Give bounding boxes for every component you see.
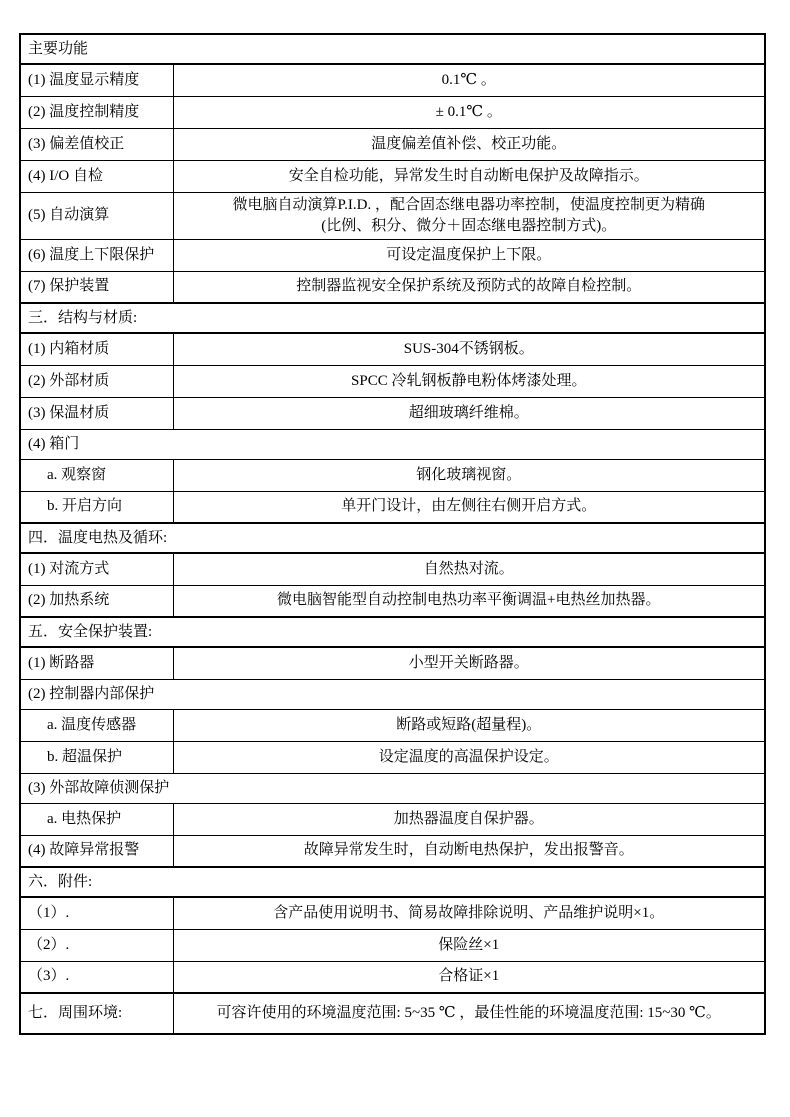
row-value: 自然热对流。 [173, 553, 765, 585]
row-value: 钢化玻璃视窗。 [173, 459, 765, 491]
table-row [20, 491, 765, 523]
subheader-cell: (2) 控制器内部保护 [20, 679, 765, 709]
row-label: (2) 温度控制精度 [20, 96, 173, 128]
table-row [20, 897, 765, 929]
row-value: 安全自检功能，异常发生时自动断电保护及故障指示。 [173, 160, 765, 192]
table-row [20, 192, 765, 239]
table-row [20, 365, 765, 397]
table-row [20, 553, 765, 585]
subheader-cell: (4) 箱门 [20, 429, 765, 459]
row-value: 微电脑智能型自动控制电热功率平衡调温+电热丝加热器。 [173, 585, 765, 617]
row-value: SPCC 冷轧钢板静电粉体烤漆处理。 [173, 365, 765, 397]
row-label: (2) 加热系统 [20, 585, 173, 617]
row-label: (1) 断路器 [20, 647, 173, 679]
row-value: 可容许使用的环境温度范围: 5~35 ℃ ，最佳性能的环境温度范围: 15~30 ℃。 [173, 993, 765, 1034]
row-value: 故障异常发生时，自动断电热保护，发出报警音。 [173, 835, 765, 867]
table-row [20, 333, 765, 365]
row-label: （2）. [20, 929, 173, 961]
row-label: (7) 保护装置 [20, 271, 173, 303]
table-row [20, 271, 765, 303]
row-value: 温度偏差值补偿、校正功能。 [173, 128, 765, 160]
table-row [20, 679, 765, 709]
table-row [20, 459, 765, 491]
table-row [20, 239, 765, 271]
row-value: 单开门设计，由左侧往右侧开启方式。 [173, 491, 765, 523]
table-row [20, 867, 765, 897]
table-row [20, 835, 765, 867]
row-label: (1) 对流方式 [20, 553, 173, 585]
row-value: 含产品使用说明书、简易故障排除说明、产品维护说明×1。 [173, 897, 765, 929]
section-header-cell: 五．安全保护装置: [20, 617, 765, 647]
table-row [20, 96, 765, 128]
row-value: 小型开关断路器。 [173, 647, 765, 679]
table-row [20, 128, 765, 160]
table-row [20, 585, 765, 617]
row-value: 保险丝×1 [173, 929, 765, 961]
row-label: a. 电热保护 [20, 803, 173, 835]
section-header-cell: 四．温度电热及循环: [20, 523, 765, 553]
row-label: (3) 保温材质 [20, 397, 173, 429]
table-row [20, 993, 765, 1034]
row-value: 0.1℃ 。 [173, 64, 765, 96]
row-value-line: 微电脑自动演算P.I.D. ，配合固态继电器功率控制，使温度控制更为精确 [232, 196, 705, 213]
row-label: b. 开启方向 [20, 491, 173, 523]
table-row [20, 64, 765, 96]
subheader-cell: (3) 外部故障侦测保护 [20, 773, 765, 803]
row-label: (1) 温度显示精度 [20, 64, 173, 96]
table-row [20, 709, 765, 741]
row-label: b. 超温保护 [20, 741, 173, 773]
row-value-line: (比例、积分、微分＋固态继电器控制方式)。 [321, 217, 617, 234]
row-value [173, 192, 765, 239]
row-value: ± 0.1℃ 。 [173, 96, 765, 128]
table-row [20, 647, 765, 679]
row-value: 合格证×1 [173, 961, 765, 993]
table-row [20, 803, 765, 835]
table-row [20, 429, 765, 459]
table-row [20, 773, 765, 803]
table-row [20, 160, 765, 192]
row-label: (3) 偏差值校正 [20, 128, 173, 160]
table-row [20, 741, 765, 773]
row-label: (4) I/O 自检 [20, 160, 173, 192]
row-label: (1) 内箱材质 [20, 333, 173, 365]
row-label: (5) 自动演算 [20, 192, 173, 239]
row-label: 七．周围环境: [20, 993, 173, 1034]
row-label: （1）. [20, 897, 173, 929]
row-label: a. 观察窗 [20, 459, 173, 491]
table-row [20, 929, 765, 961]
spec-table [19, 33, 766, 1035]
section-header-cell: 六．附件: [20, 867, 765, 897]
table-row [20, 961, 765, 993]
section-header-cell: 主要功能 [20, 34, 765, 64]
row-label: (4) 故障异常报警 [20, 835, 173, 867]
section-header-cell: 三．结构与材质: [20, 303, 765, 333]
row-label: a. 温度传感器 [20, 709, 173, 741]
row-value: 加热器温度自保护器。 [173, 803, 765, 835]
row-value: 断路或短路(超量程)。 [173, 709, 765, 741]
table-row [20, 303, 765, 333]
row-value: 控制器监视安全保护系统及预防式的故障自检控制。 [173, 271, 765, 303]
spec-table-body [20, 34, 765, 1034]
row-value: 超细玻璃纤维棉。 [173, 397, 765, 429]
row-label: （3）. [20, 961, 173, 993]
row-value: 设定温度的高温保护设定。 [173, 741, 765, 773]
table-row [20, 397, 765, 429]
table-row [20, 34, 765, 64]
row-label: (2) 外部材质 [20, 365, 173, 397]
row-value: SUS-304不锈钢板。 [173, 333, 765, 365]
row-label: (6) 温度上下限保护 [20, 239, 173, 271]
table-row [20, 523, 765, 553]
row-value: 可设定温度保护上下限。 [173, 239, 765, 271]
table-row [20, 617, 765, 647]
